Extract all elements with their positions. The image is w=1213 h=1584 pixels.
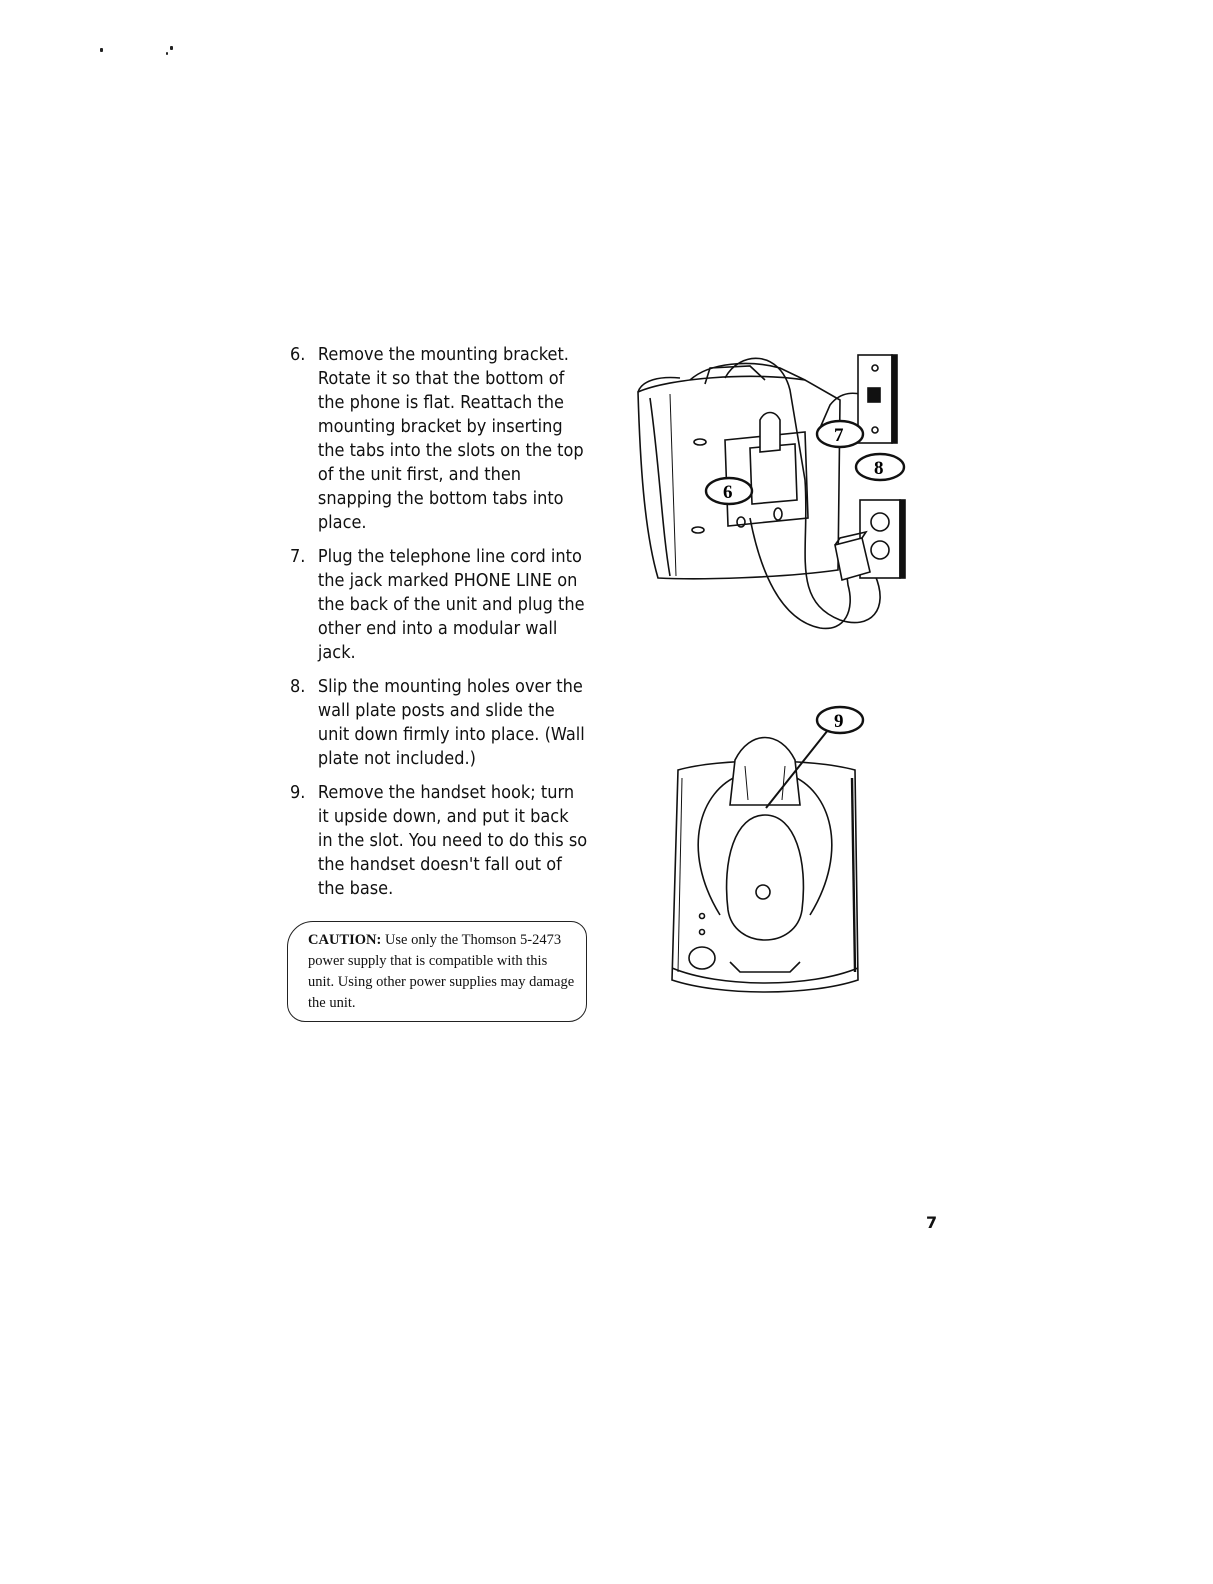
step-number: 6. [290, 345, 306, 365]
caution-label: CAUTION: [308, 932, 382, 948]
callout-6 [706, 478, 752, 504]
step-text: Plug the telephone line cord into the jack marked PHONE LINE on the back of the unit and plug the other end into a modular wall jack. [317, 547, 585, 663]
step-item [290, 781, 588, 901]
step-item [290, 343, 588, 535]
callout-6-label: 6 [723, 482, 733, 503]
caution-text: Use only the Thomson 5-2473 power supply that is compatible with this unit. Using other power supplies may damage the unit. [308, 932, 575, 1011]
callout-7-label: 7 [834, 425, 844, 446]
callout-8-label: 8 [874, 458, 884, 479]
scan-speck [100, 48, 103, 52]
step-text: Remove the mounting bracket. Rotate it so that the bottom of the phone is flat. Reattach the mounting bracket by inserting the tabs into the slots on the top of the unit first, and then snapping the bottom tabs into place. [317, 345, 584, 533]
base-unit-illustration [660, 700, 870, 1000]
callout-7 [817, 421, 863, 447]
step-number: 7. [290, 547, 306, 567]
callout-9-label: 9 [834, 711, 844, 732]
scan-speck [166, 52, 168, 55]
wall-mount-illustration [630, 350, 920, 640]
scan-speck [170, 46, 173, 50]
caution-box [287, 921, 587, 1022]
callout-9 [817, 707, 863, 733]
step-item [290, 675, 588, 771]
step-text: Slip the mounting holes over the wall plate posts and slide the unit down firmly into place. (Wall plate not included.) [317, 677, 585, 769]
step-item [290, 545, 588, 665]
step-number: 9. [290, 783, 306, 803]
step-text: Remove the handset hook; turn it upside down, and put it back in the slot. You need to do this so the handset doesn't fall out of the base. [317, 783, 588, 899]
step-number: 8. [290, 677, 306, 697]
page-number: 7 [926, 1213, 938, 1232]
instruction-steps [290, 343, 588, 911]
callout-8 [856, 454, 904, 480]
